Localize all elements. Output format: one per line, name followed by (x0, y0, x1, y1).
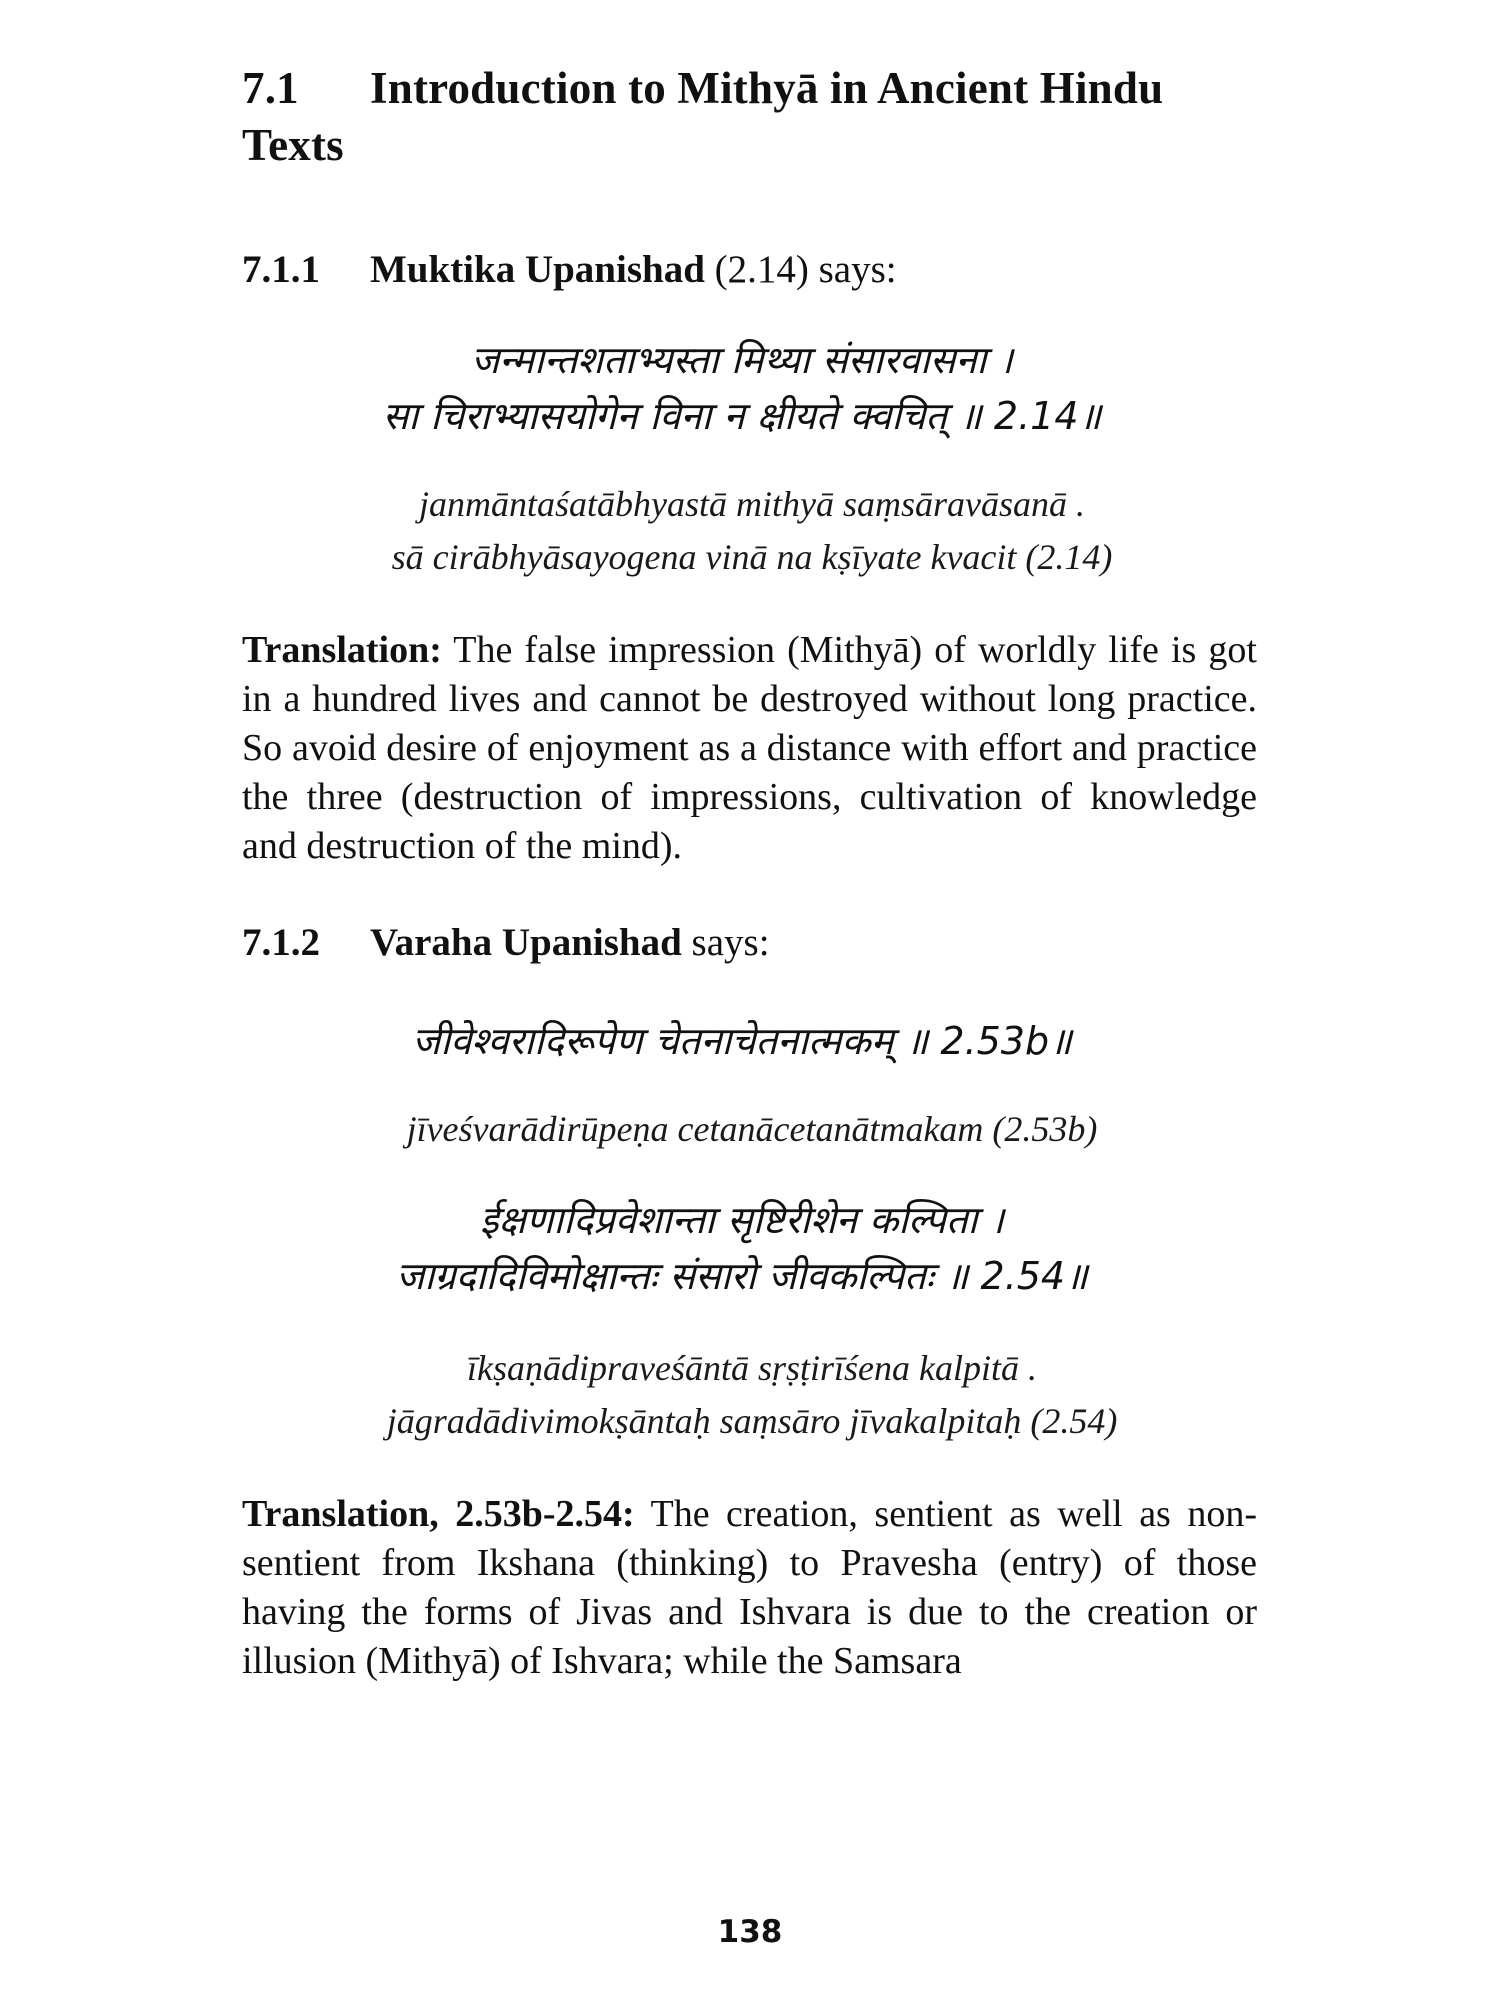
translation-label: Translation: (242, 629, 442, 671)
translation-label: Translation, 2.53b-2.54: (242, 1493, 635, 1535)
page-content (242, 60, 1262, 1686)
transliteration-2-54 (242, 1342, 1262, 1448)
transliteration-line: jāgradādivimokṣāntaḥ saṃsāro jīvakalpitaḥ (2.54) (386, 1401, 1118, 1441)
transliteration-line: jīveśvarādirūpeṇa cetanācetanātmakam (2.53b) (406, 1109, 1098, 1149)
subsection-source-name: Varaha Upanishad (370, 921, 682, 964)
translation-text: The false impression (Mithyā) of worldly life is got in a hundred lives and cannot be destroyed without long practice. So avoid desire of enjoyment as a distance with effort and practice the three (destruction of impressions, cultivation of knowledge and destruction of the mind). (242, 629, 1257, 867)
section-heading (242, 60, 1262, 174)
sanskrit-line: जाग्रदादिविमोक्षान्तः संसारो जीवकल्पितः ॥ 2.54॥ (396, 1254, 1088, 1298)
sanskrit-line: जन्मान्तशताभ्यस्ता मिथ्या संसारवासना । (471, 338, 1013, 382)
translation-paragraph-2-53b-2-54 (242, 1490, 1257, 1686)
page-number: 138 (717, 1914, 783, 1950)
subsection-heading-muktika (242, 246, 1262, 294)
translation-paragraph-2-14 (242, 626, 1257, 871)
sanskrit-line: ईक्षणादिप्रवेशान्ता सृष्टिरीशेन कल्पिता । (480, 1198, 1004, 1242)
subsection-heading-varaha (242, 919, 1262, 967)
sanskrit-verse-2-54 (222, 1192, 1262, 1304)
sanskrit-verse-2-53b (222, 1013, 1262, 1069)
transliteration-line: janmāntaśatābhyastā mithyā saṃsāravāsanā . (419, 484, 1085, 524)
transliteration-line: sā cirābhyāsayogena vinā na kṣīyate kvacit (2.14) (391, 537, 1113, 577)
subsection-source-name: Muktika Upanishad (370, 248, 705, 291)
subsection-ref: (2.14) says: (704, 248, 897, 291)
sanskrit-verse-2-14 (222, 332, 1262, 444)
subsection-ref: says: (681, 921, 770, 964)
transliteration-2-14 (242, 478, 1262, 584)
sanskrit-line: जीवेश्वरादिरूपेण चेतनाचेतनात्मकम् ॥ 2.53b॥ (412, 1019, 1072, 1063)
subsection-number: 7.1.2 (242, 921, 320, 964)
section-number: 7.1 (242, 63, 299, 113)
section-title: Introduction to Mithyā in Ancient Hindu Texts (242, 63, 1164, 170)
sanskrit-line: सा चिराभ्यासयोगेन विना न क्षीयते क्वचित् ॥ 2.14॥ (382, 394, 1102, 438)
translation-text: The creation, sentient as well as non-sentient from Ikshana (thinking) to Pravesha (entry) of those having the forms of Jivas and Ishvara is due to the creation or illusion (Mithyā) of Ishvara; while the Samsara (242, 1493, 1257, 1682)
transliteration-line: īkṣaṇādipraveśāntā sṛṣṭirīśena kalpitā . (467, 1348, 1037, 1388)
subsection-number: 7.1.1 (242, 248, 320, 291)
transliteration-2-53b (242, 1103, 1262, 1156)
